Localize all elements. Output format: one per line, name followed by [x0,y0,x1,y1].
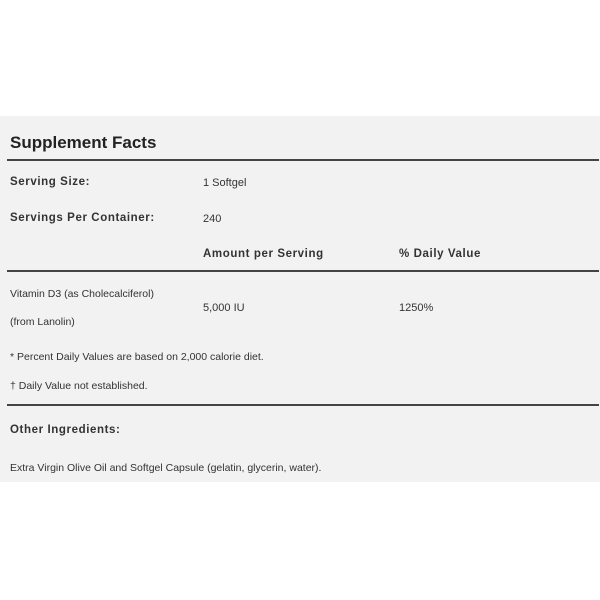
nutrient-name-line2: (from Lanolin) [10,316,75,328]
page-title: Supplement Facts [10,133,157,152]
footnote-daily-values: * Percent Daily Values are based on 2,000 calorie diet. [10,351,264,363]
serving-size-label: Serving Size: [10,176,91,188]
servings-per-container-label: Servings Per Container: [10,212,155,224]
footnote-not-established: † Daily Value not established. [10,380,148,392]
amount-per-serving-header: Amount per Serving [203,248,324,260]
nutrient-name-line1: Vitamin D3 (as Cholecalciferol) [10,288,154,300]
other-ingredients-text: Extra Virgin Olive Oil and Softgel Capsule (gelatin, glycerin, water). [10,462,322,474]
serving-size-value: 1 Softgel [203,177,247,189]
divider-bottom [7,404,599,406]
divider-top [7,159,599,161]
divider-columns [7,270,599,272]
other-ingredients-label: Other Ingredients: [10,424,121,436]
nutrient-daily-value: 1250% [399,302,434,314]
servings-per-container-value: 240 [203,213,222,225]
daily-value-header: % Daily Value [399,248,481,260]
nutrient-amount: 5,000 IU [203,302,245,314]
